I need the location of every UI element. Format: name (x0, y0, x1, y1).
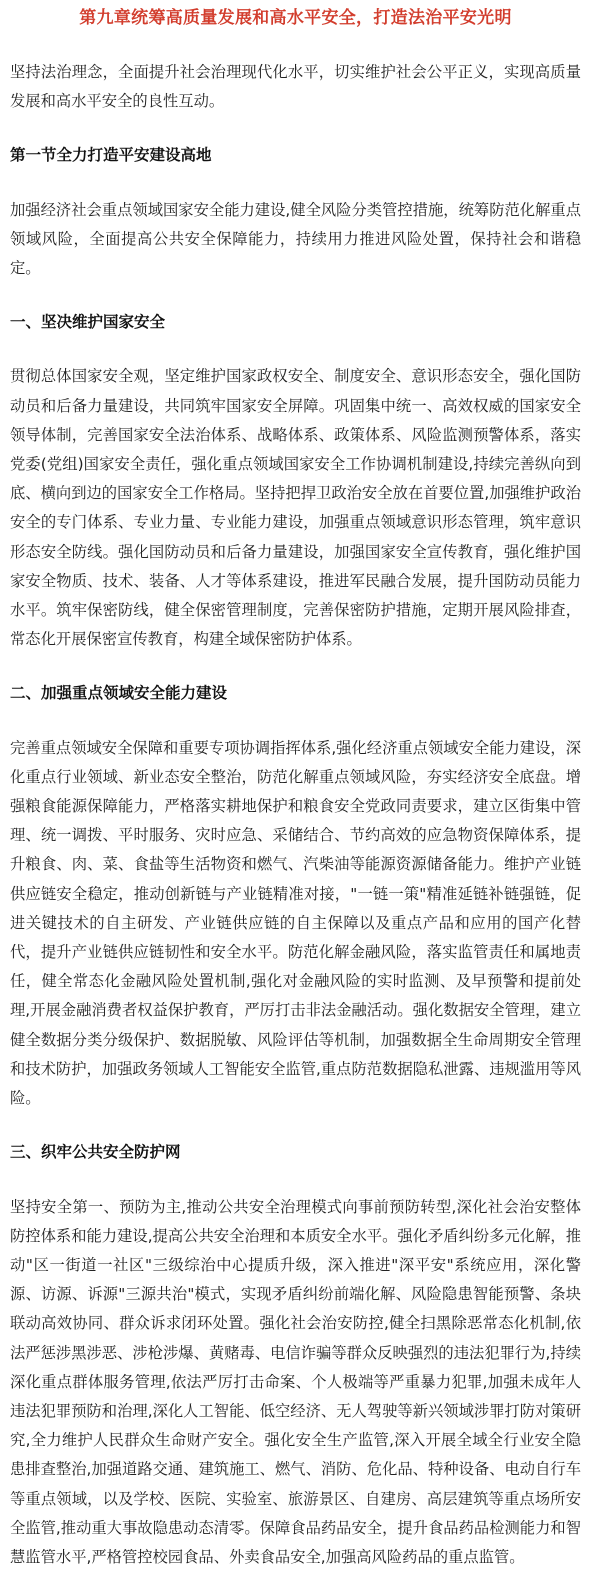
subsection-heading-national-security: 一、坚决维护国家安全 (10, 308, 581, 337)
intro-paragraph: 坚持法治理念，全面提升社会治理现代化水平，切实维护社会公平正义，实现高质量发展和高水平安全的良性互动。 (10, 58, 581, 116)
subsection-heading-key-areas: 二、加强重点领域安全能力建设 (10, 679, 581, 708)
section-heading: 第一节全力打造平安建设高地 (10, 141, 581, 170)
paragraph-key-areas: 完善重点领域安全保障和重要专项协调指挥体系,强化经济重点领域安全能力建设，深化重点行业领域、新业态安全整治，防范化解重点领域风险，夯实经济安全底盘。增强粮食能源保障能力，严格落实耕地保护和粮食安全党政同责要求，建立区街集中管理、统一调拨、平时服务、灾时应急、采储结合、节约高效的应急物资保障体系，提升粮食、肉、菜、食盐等生活物资和燃气、汽柴油等能源资源储备能力。维护产业链供应链安全稳定，推动创新链与产业链精准对接，"一链一策"精准延链补链强链，促进关键技术的自主研发、产业链供应链的自主保障以及重点产品和应用的国产化替代，提升产业链供应链韧性和安全水平。防范化解金融风险，落实监管责任和属地责任，健全常态化金融风险处置机制,强化对金融风险的实时监测、及早预警和提前处理,开展金融消费者权益保护教育，严厉打击非法金融活动。强化数据安全管理，建立健全数据分类分级保护、数据脱敏、风险评估等机制，加强数据全生命周期安全管理和技术防护，加强政务领域人工智能安全监管,重点防范数据隐私泄露、违规滥用等风险。 (10, 734, 581, 1114)
paragraph-public-safety: 坚持安全第一、预防为主,推动公共安全治理模式向事前预防转型,深化社会治安整体防控体系和能力建设,提高公共安全治理和本质安全水平。强化矛盾纠纷多元化解，推动"区一街道一社区"三级综治中心提质升级，深入推进"深平安"系统应用，深化警源、访源、诉源"三源共治"模式，实现矛盾纠纷前端化解、风险隐患智能预警、条块联动高效协同、群众诉求闭环处置。强化社会治安防控,健全扫黑除恶常态化机制,依法严惩涉黑涉恶、涉枪涉爆、黄赌毒、电信诈骗等群众反映强烈的违法犯罪行为,持续深化重点群体服务管理,依法严厉打击命案、个人极端等严重暴力犯罪,加强未成年人违法犯罪预防和治理,深化人工智能、低空经济、无人驾驶等新兴领域涉罪打防对策研究,全力维护人民群众生命财产安全。强化安全生产监管,深入开展全域全行业安全隐患排查整治,加强道路交通、建筑施工、燃气、消防、危化品、特种设备、电动自行车等重点领域，以及学校、医院、实验室、旅游景区、自建房、高层建筑等重点场所安全监管,推动重大事故隐患动态清零。保障食品药品安全，提升食品药品检测能力和智慧监管水平,严格管控校园食品、外卖食品安全,加强高风险药品的重点监管。 (10, 1193, 581, 1572)
subsection-heading-public-safety: 三、织牢公共安全防护网 (10, 1138, 581, 1167)
chapter-title: 第九章统筹高质量发展和高水平安全，打造法治平安光明 (10, 0, 581, 36)
section-paragraph: 加强经济社会重点领域国家安全能力建设,健全风险分类管控措施，统筹防范化解重点领域风险，全面提高公共安全保障能力，持续用力推进风险处置，保持社会和谐稳定。 (10, 196, 581, 284)
paragraph-national-security: 贯彻总体国家安全观，坚定维护国家政权安全、制度安全、意识形态安全，强化国防动员和后备力量建设，共同筑牢国家安全屏障。巩固集中统一、高效权威的国家安全领导体制，完善国家安全法治体系、战略体系、政策体系、风险监测预警体系，落实党委(党组)国家安全责任，强化重点领域国家安全工作协调机制建设,持续完善纵向到底、横向到边的国家安全工作格局。坚持把捍卫政治安全放在首要位置,加强维护政治安全的专门体系、专业力量、专业能力建设，加强重点领域意识形态管理，筑牢意识形态安全防线。强化国防动员和后备力量建设，加强国家安全宣传教育，强化维护国家安全物质、技术、装备、人才等体系建设，推进军民融合发展，提升国防动员能力水平。筑牢保密防线，健全保密管理制度，完善保密防护措施，定期开展风险排查，常态化开展保密宣传教育，构建全域保密防护体系。 (10, 362, 581, 654)
